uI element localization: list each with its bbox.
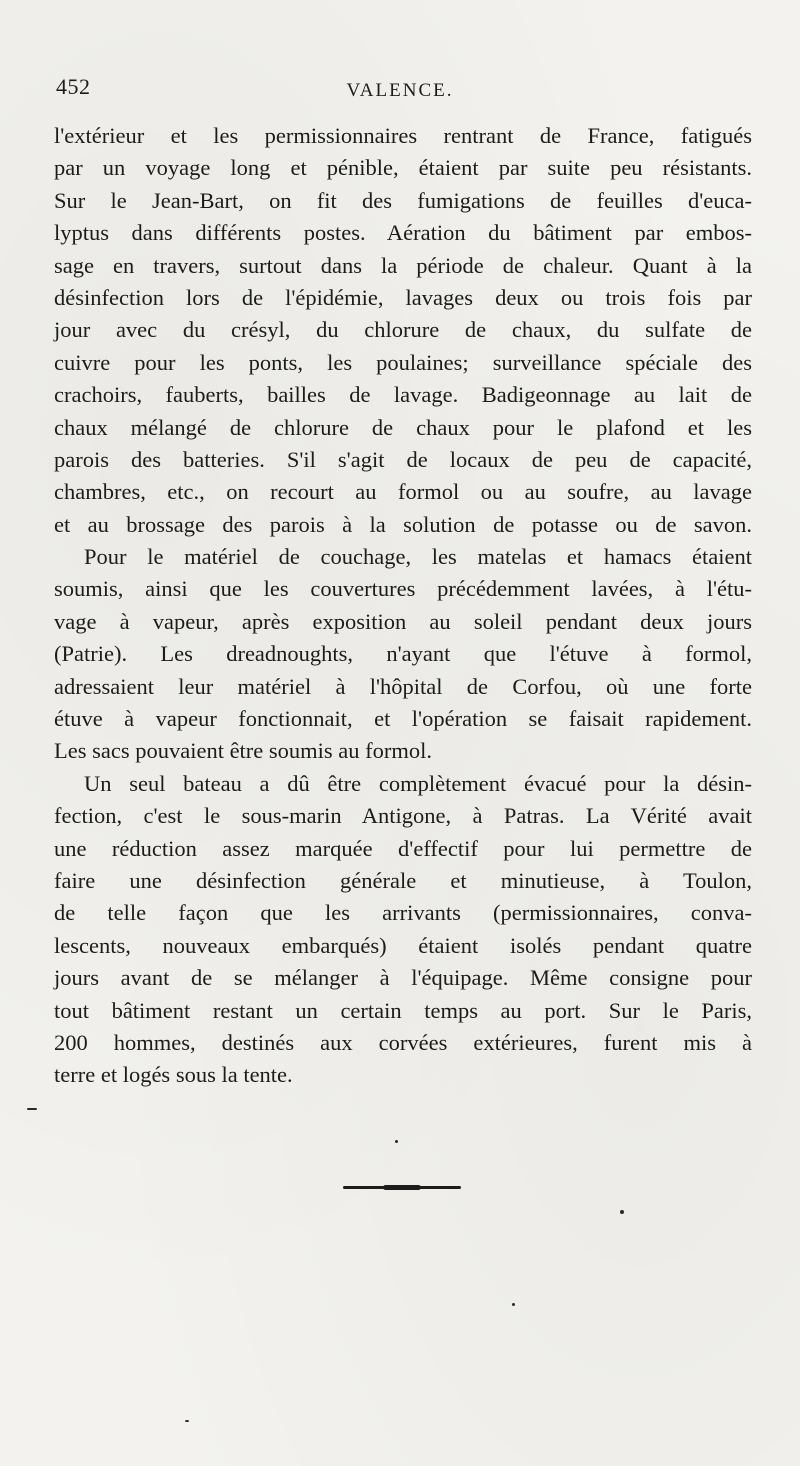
text-line: lescents, nouveaux embarqués) étaient isolés pendant quatre <box>54 932 752 958</box>
text-line: terre et logés sous la tente. <box>54 1062 293 1088</box>
text-line: chambres, etc., on recourt au formol ou au soufre, au lavage <box>54 479 752 505</box>
text-line: parois des batteries. S'il s'agit de locaux de peu de capacité, <box>54 446 752 472</box>
text-line: lyptus dans différents postes. Aération du bâtiment par embos- <box>54 220 752 246</box>
body-text <box>54 120 752 1092</box>
scan-speck <box>27 1108 37 1110</box>
text-line: soumis, ainsi que les couvertures précédemment lavées, à l'étu- <box>54 576 752 602</box>
text-line: crachoirs, fauberts, bailles de lavage. Badigeonnage au lait de <box>54 382 752 408</box>
text-line: l'extérieur et les permissionnaires rentrant de France, fatigués <box>54 123 752 148</box>
scan-speck <box>512 1303 515 1306</box>
text-line: tout bâtiment restant un certain temps au port. Sur le Paris, <box>54 997 752 1023</box>
text-line: de telle façon que les arrivants (permissionnaires, conva- <box>54 900 752 926</box>
text-line: adressaient leur matériel à l'hôpital de Corfou, où une forte <box>54 673 752 699</box>
text-line: (Patrie). Les dreadnoughts, n'ayant que l'étuve à formol, <box>54 641 752 667</box>
text-line: par un voyage long et pénible, étaient par suite peu résistants. <box>54 155 752 181</box>
text-line: jour avec du crésyl, du chlorure de chaux, du sulfate de <box>54 317 752 343</box>
scan-speck <box>395 1140 398 1143</box>
text-line: chaux mélangé de chlorure de chaux pour le plafond et les <box>54 414 752 440</box>
running-title: VALENCE. <box>346 80 454 101</box>
text-line: désinfection lors de l'épidémie, lavages deux ou trois fois par <box>54 284 752 310</box>
scan-speck <box>185 1420 189 1422</box>
text-line: Sur le Jean-Bart, on fit des fumigations de feuilles d'euca- <box>54 187 752 213</box>
text-line: une réduction assez marquée d'effectif pour lui permettre de <box>54 835 752 861</box>
end-ornament-rule <box>343 1186 461 1189</box>
text-line: Les sacs pouvaient être soumis au formol. <box>54 738 433 764</box>
text-line: étuve à vapeur fonctionnait, et l'opération se faisait rapidement. <box>54 706 752 732</box>
text-line: jours avant de se mélanger à l'équipage. Même consigne pour <box>54 965 752 991</box>
paragraph-1 <box>54 120 752 541</box>
text-line: et au brossage des parois à la solution de potasse ou de savon. <box>54 511 752 537</box>
text-line: vage à vapeur, après exposition au soleil pendant deux jours <box>54 608 752 634</box>
page-number: 452 <box>56 74 91 99</box>
text-line: Un seul bateau a dû être complètement évacué pour la désin- <box>84 770 752 796</box>
text-line: sage en travers, surtout dans la période de chaleur. Quant à la <box>54 252 752 278</box>
text-line: faire une désinfection générale et minutieuse, à Toulon, <box>54 867 752 893</box>
text-line: 200 hommes, destinés aux corvées extérieures, furent mis à <box>54 1029 752 1055</box>
paragraph-2 <box>54 541 752 768</box>
scan-speck <box>620 1210 624 1214</box>
paragraph-3 <box>54 768 752 1092</box>
text-line: cuivre pour les ponts, les poulaines; surveillance spéciale des <box>54 349 752 375</box>
text-line: fection, c'est le sous-marin Antigone, à Patras. La Vérité avait <box>54 803 752 829</box>
text-line: Pour le matériel de couchage, les matelas et hamacs étaient <box>84 544 752 570</box>
